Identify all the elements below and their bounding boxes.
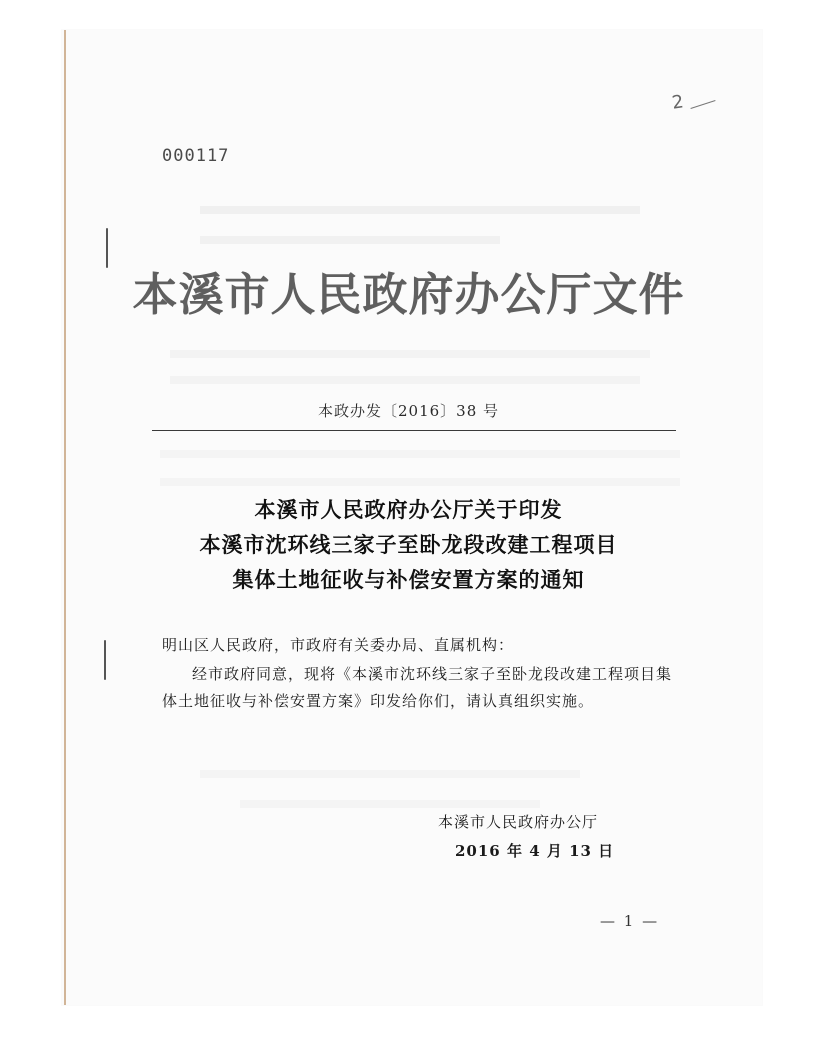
body-paragraph: 经市政府同意，现将《本溪市沈环线三家子至卧龙段改建工程项目集体土地征收与补偿安置方案》印发给你们，请认真组织实施。 — [162, 665, 673, 710]
subject-line: 本溪市沈环线三家子至卧龙段改建工程项目 — [199, 532, 618, 557]
handwritten-page-mark: 2 — [670, 91, 685, 114]
show-through-line — [200, 236, 500, 244]
page-number: — 1 — — [600, 912, 660, 930]
addressee-line: 明山区人民政府，市政府有关委办局、直属机构： — [162, 636, 515, 654]
show-through-line — [170, 350, 650, 358]
issue-date: 2016 年 4 月 13 日 — [455, 842, 615, 860]
document-header-title: 本溪市人民政府办公厅文件 — [132, 268, 685, 321]
show-through-line — [160, 450, 680, 458]
subject-line: 集体土地征收与补偿安置方案的通知 — [232, 567, 585, 592]
show-through-line — [160, 478, 680, 486]
show-through-line — [240, 800, 540, 808]
issue-number: 本政办发〔2016〕38 号 — [317, 402, 500, 420]
archive-number: 000117 — [162, 146, 230, 166]
binding-mark-bottom — [104, 640, 106, 680]
document-subject — [0, 492, 817, 597]
issuing-office: 本溪市人民政府办公厅 — [438, 813, 599, 831]
subject-line: 本溪市人民政府办公厅关于印发 — [254, 497, 563, 522]
show-through-line — [170, 376, 640, 384]
header-divider — [152, 430, 676, 431]
show-through-line — [200, 770, 580, 778]
show-through-line — [200, 206, 640, 214]
